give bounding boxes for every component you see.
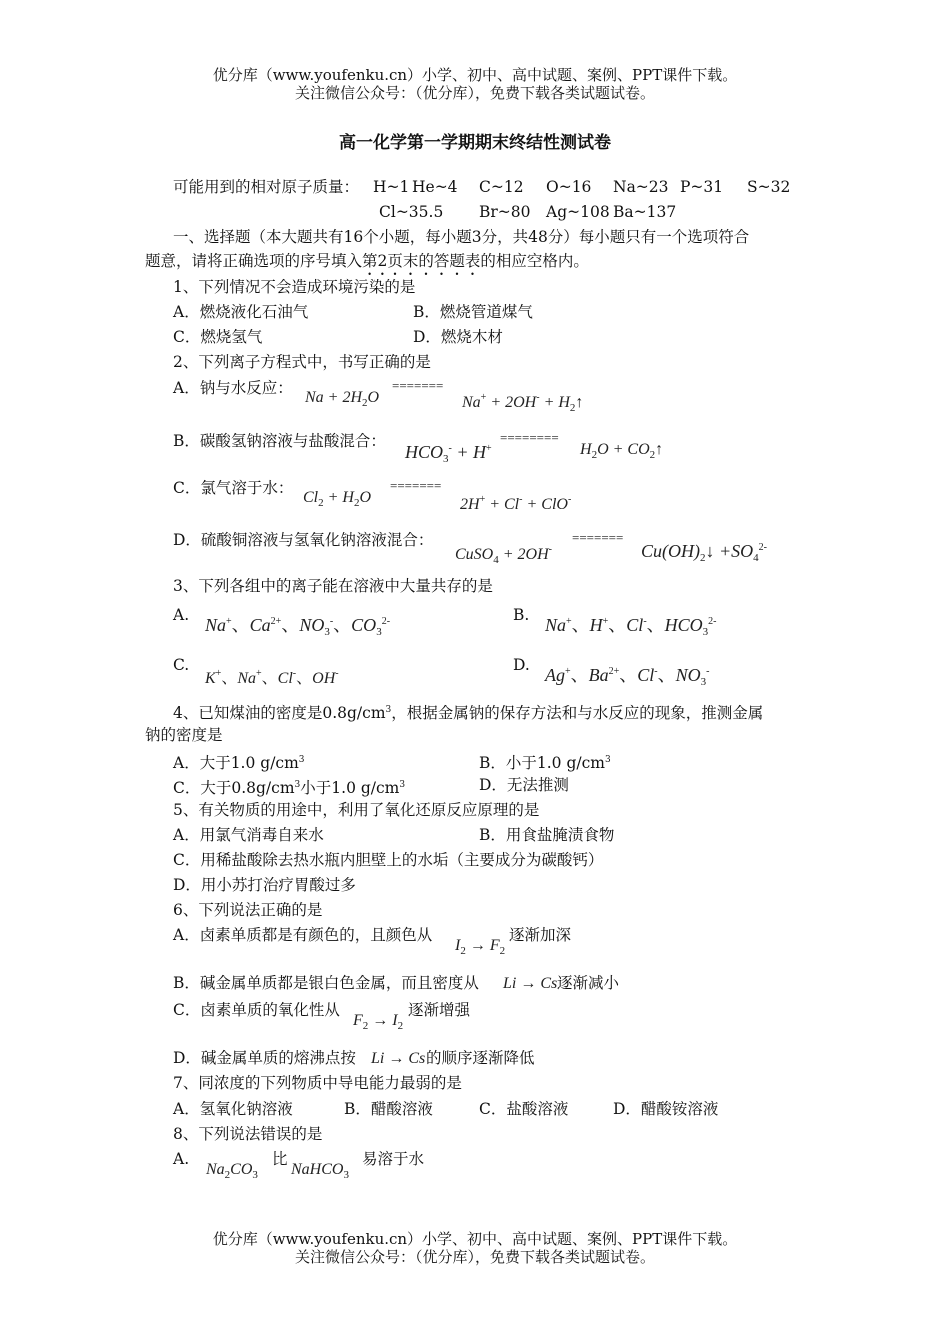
q4-stem-line2: 钠的密度是	[145, 726, 223, 744]
site-footer-line1: 优分库（www.youfenku.cn）小学、初中、高中试题、案例、PPT课件下载。	[212, 1230, 738, 1248]
section-intro-line2	[145, 251, 589, 279]
q2c-reactants: $Cl_2 + H_2O$	[303, 489, 372, 509]
q6-option-c-tail: 逐渐增强	[408, 1001, 471, 1019]
q1-option-d: D．燃烧木材	[413, 328, 503, 346]
q2c-products: 2H+ + Cl- + ClO-	[460, 494, 572, 513]
q6-option-a-formula: $I_2 \to F_2$	[455, 937, 506, 957]
q2-option-c: C．氯气溶于水：	[173, 479, 294, 497]
atomic-mass-p: P~31	[680, 178, 724, 196]
q2b-reactants: $HCO_3^- + H^+$	[405, 442, 492, 465]
q4-option-d: D．无法推测	[479, 776, 569, 794]
q2a-products: $Na^+ + 2OH^- + H_2↑$	[462, 392, 584, 414]
atomic-mass-h: H~1	[373, 178, 410, 196]
q5-option-c: C．用稀盐酸除去热水瓶内胆壁上的水垢（主要成分为碳酸钙）	[173, 851, 604, 869]
q2d-products: $Cu(OH)_2↓ +SO_4^{2-}$	[641, 541, 767, 564]
q3-option-b-ions: Na+、H+、Cl-、$HCO_3^{2-}$	[545, 615, 717, 638]
q8-option-a-mid: 比	[272, 1150, 288, 1168]
q7-option-b: B．醋酸溶液	[344, 1100, 433, 1118]
q2b-equals: ========	[500, 430, 559, 445]
q4-stem	[173, 700, 763, 723]
q2c-equals: =======	[390, 478, 442, 493]
q2a-equals: =======	[392, 378, 444, 393]
q3-option-a-label: A.	[173, 606, 190, 624]
q2d-reactants: CuSO$_4$ + 2OH-	[455, 544, 552, 566]
page-title: 高一化学第一学期期末终结性测试卷	[339, 133, 611, 153]
q4-b-text: B．小于1.0 g/cm	[479, 754, 605, 773]
q4-stem-a: 4、已知煤油的密度是0.8g/cm	[173, 704, 386, 723]
q4-option-c	[173, 775, 405, 798]
q6-option-d-text: D．碱金属单质的熔沸点按	[173, 1049, 356, 1067]
q5-option-b: B．用食盐腌渍食物	[479, 826, 615, 844]
q5-option-d: D．用小苏打治疗胃酸过多	[173, 876, 356, 894]
q6-option-b-formula: Li → Cs	[503, 975, 558, 992]
q3-option-d-label: D.	[513, 656, 530, 674]
q4-c-exp1: 3	[294, 780, 301, 790]
q6-option-c-text: C．卤素单质的氧化性从	[173, 1001, 340, 1019]
q2b-products: $H_2O$ + $CO_2↑$	[580, 441, 664, 461]
q7-stem: 7、同浓度的下列物质中导电能力最弱的是	[173, 1074, 462, 1092]
q2d-equals: =======	[572, 530, 624, 545]
q7-option-c: C．盐酸溶液	[479, 1100, 569, 1118]
q8-option-a-tail: 易溶于水	[362, 1150, 425, 1168]
atomic-mass-o: O~16	[546, 178, 592, 196]
site-banner-line1: 优分库（www.youfenku.cn）小学、初中、高中试题、案例、PPT课件下载。	[212, 66, 738, 84]
q6-option-d-tail: 的顺序逐渐降低	[426, 1049, 535, 1067]
q1-option-b: B．燃烧管道煤气	[413, 303, 533, 321]
q3-option-d-ions: Ag+、$Ba^{2+}$、Cl-、$NO_3^-$	[545, 665, 710, 688]
q6-option-b-tail: 逐渐减小	[557, 974, 620, 992]
q5-stem: 5、有关物质的用途中，利用了氧化还原反应原理的是	[173, 801, 540, 819]
q7-option-a: A．氢氧化钠溶液	[173, 1100, 293, 1118]
q3-stem: 3、下列各组中的离子能在溶液中大量共存的是	[173, 577, 493, 595]
q1-stem: 1、下列情况不会造成环境污染的是	[173, 278, 416, 296]
q4-c-text-b: 小于1.0 g/cm	[300, 779, 400, 798]
q2a-reactants: $Na + 2H_2O$	[305, 389, 380, 409]
atomic-mass-ag: Ag~108	[546, 203, 610, 221]
q8-option-a-formula1: $Na_2CO_3$	[206, 1161, 258, 1181]
q4-option-b	[479, 750, 611, 773]
section-intro-line1: 一、选择题（本大题共有16个小题，每小题3分，共48分）每小题只有一个选项符合	[173, 228, 750, 246]
q6-option-a-tail: 逐渐加深	[509, 926, 572, 944]
q3-option-c-ions: K+、Na+、Cl-、OH-	[205, 668, 339, 687]
q4-a-text: A．大于1.0 g/cm	[173, 754, 299, 773]
q8-option-a-formula2: NaHCO$_3$	[291, 1161, 349, 1181]
q7-option-d: D．醋酸铵溶液	[613, 1100, 719, 1118]
q8-stem: 8、下列说法错误的是	[173, 1125, 323, 1143]
q8-option-a-label: A.	[173, 1150, 190, 1168]
q6-stem: 6、下列说法正确的是	[173, 901, 323, 919]
q4-a-exp: 3	[298, 755, 305, 765]
q6-option-c-formula: $F_2 \to I_2$	[353, 1012, 404, 1032]
q4-exp: 3	[385, 705, 392, 715]
q3-option-b-label: B.	[513, 606, 530, 624]
q2-option-a: A．钠与水反应：	[173, 379, 293, 397]
q1-option-c: C．燃烧氢气	[173, 328, 263, 346]
atomic-mass-s: S~32	[747, 178, 791, 196]
site-banner-line2: 关注微信公众号：（优分库），免费下载各类试题试卷。	[294, 84, 655, 102]
q2-option-b: B．碳酸氢钠溶液与盐酸混合：	[173, 432, 386, 450]
q4-c-text-a: C．大于0.8g/cm	[173, 779, 295, 798]
q6-option-b-text: B．碱金属单质都是银白色金属，而且密度从	[173, 974, 479, 992]
q4-stem-b: ，根据金属钠的保存方法和与水反应的现象，推测金属	[391, 704, 764, 723]
atomic-mass-na: Na~23	[613, 178, 669, 196]
atomic-mass-c: C~12	[479, 178, 524, 196]
q3-option-a-ions: Na+、$Ca^{2+}$、$NO_3^-$、$CO_3^{2-}$	[205, 615, 391, 638]
intro-text-b: 的相应空格内。	[480, 252, 589, 270]
q4-b-exp: 3	[605, 755, 611, 765]
q6-option-a-text: A．卤素单质都是有颜色的，且颜色从	[173, 926, 433, 944]
intro-text-a: 题意，请将正确选项的序号填入	[145, 252, 363, 270]
intro-emphasis: 第2页末的答题表	[362, 252, 481, 270]
atomic-mass-ba: Ba~137	[613, 203, 677, 221]
q2-option-d: D．硫酸铜溶液与氢氧化钠溶液混合：	[173, 531, 434, 549]
q1-option-a: A．燃烧液化石油气	[173, 303, 309, 321]
q4-c-exp2: 3	[399, 780, 406, 790]
q4-option-a	[173, 750, 305, 773]
q2-stem: 2、下列离子方程式中，书写正确的是	[173, 353, 431, 371]
q5-option-a: A．用氯气消毒自来水	[173, 826, 324, 844]
atomic-mass-he: He~4	[412, 178, 458, 196]
q6-option-d-formula: Li → Cs	[371, 1050, 426, 1067]
atomic-mass-cl: Cl~35.5	[379, 203, 444, 221]
q3-option-c-label: C.	[173, 656, 190, 674]
atomic-mass-br: Br~80	[479, 203, 531, 221]
atomic-mass-label: 可能用到的相对原子质量：	[173, 178, 360, 196]
site-footer-line2: 关注微信公众号：（优分库），免费下载各类试题试卷。	[294, 1248, 655, 1266]
